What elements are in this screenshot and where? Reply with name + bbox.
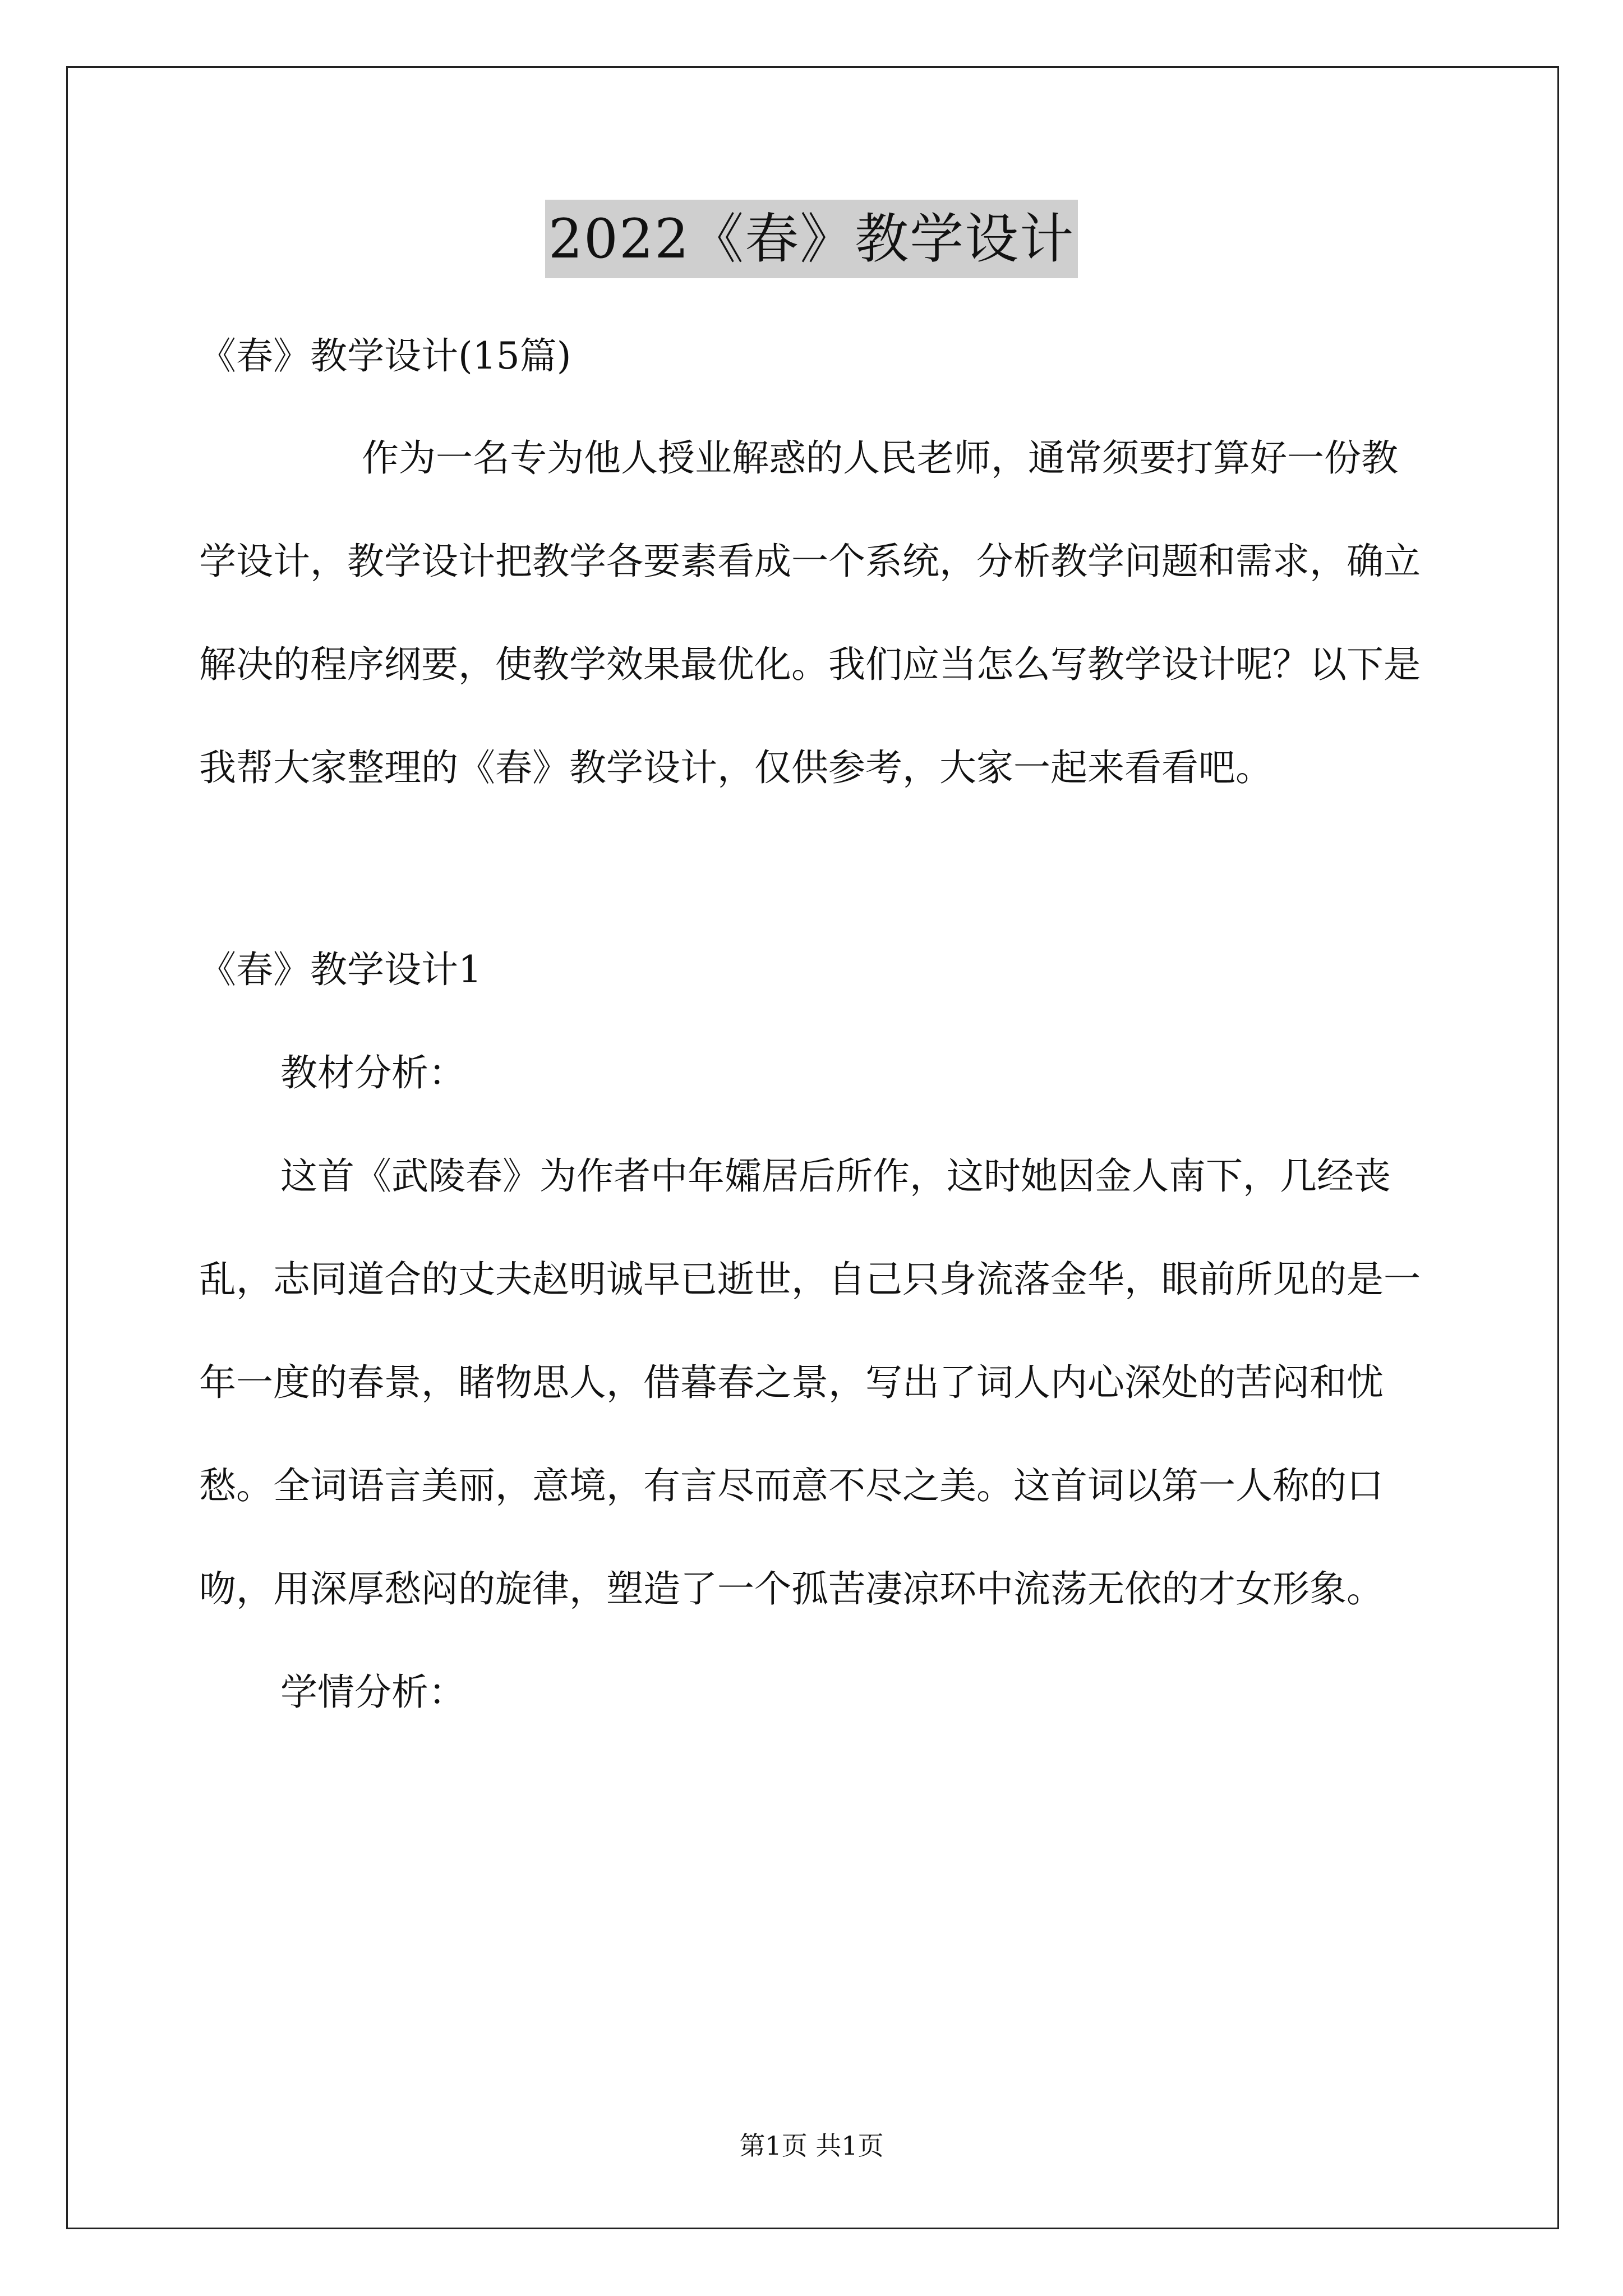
document-body	[199, 306, 1433, 1744]
title-container	[0, 200, 1623, 278]
material-analysis-label: 教材分析：	[280, 1051, 465, 1094]
document-title: 2022《春》教学设计	[545, 200, 1078, 278]
paragraph-gap	[199, 820, 1433, 918]
intro-paragraph: 作为一名专为他人授业解惑的人民老师，通常须要打算好一份教学设计，教学设计把教学各要素看成一个系统，分析教学问题和需求，确立解决的程序纲要，使教学效果最优化。我们应当怎么写教学设计呢？以下是我帮大家整理的《春》教学设计，仅供参考，大家一起来看看吧。	[199, 436, 1421, 789]
page-footer: 第1页 共1页	[739, 2131, 884, 2161]
student-analysis-label: 学情分析：	[280, 1671, 465, 1714]
document-subtitle: 《春》教学设计(15篇)	[199, 334, 571, 378]
section-heading: 《春》教学设计1	[199, 948, 482, 991]
material-analysis-paragraph: 这首《武陵春》为作者中年孀居后所作，这时她因金人南下，几经丧乱，志同道合的丈夫赵明诚早已逝世，自己只身流落金华，眼前所见的是一年一度的春景，睹物思人，借暮春之景，写出了词人内心深处的苦闷和忧愁。全词语言美丽，意境，有言尽而意不尽之美。这首词以第一人称的口吻，用深厚愁闷的旋律，塑造了一个孤苦凄凉环中流荡无依的才女形象。	[199, 1154, 1421, 1611]
